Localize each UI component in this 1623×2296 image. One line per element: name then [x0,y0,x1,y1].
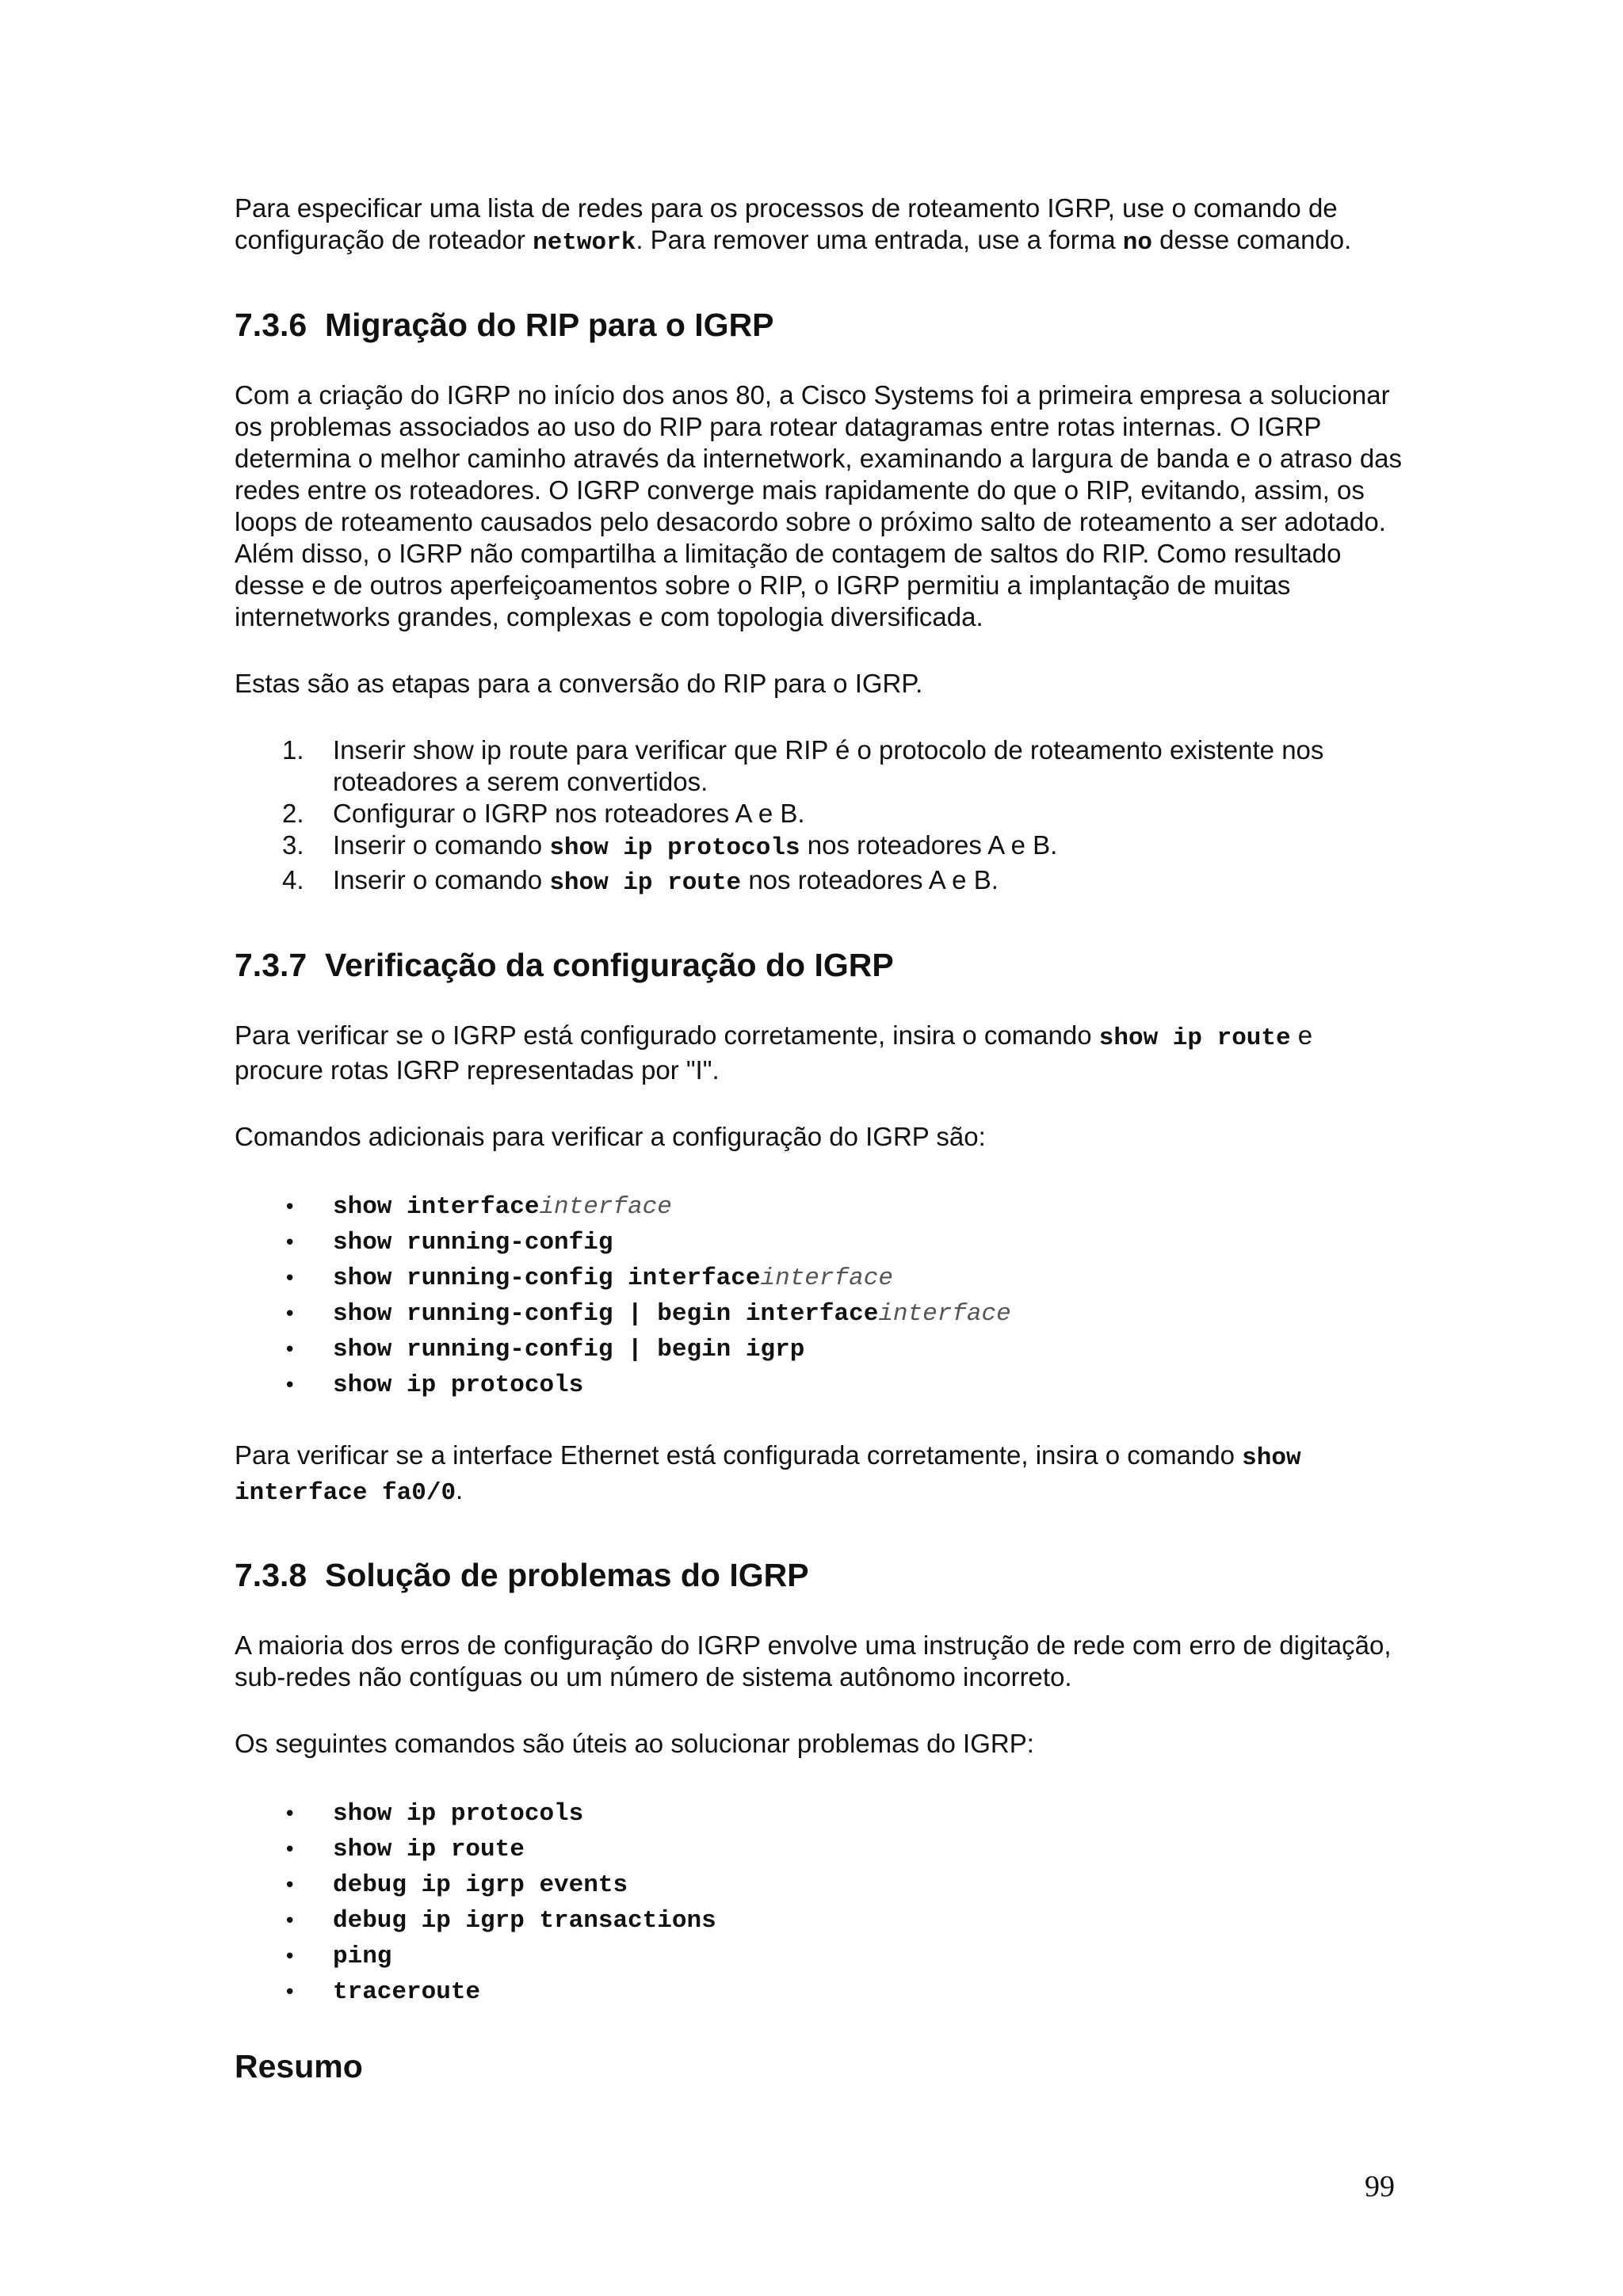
section-number: 7.3.6 [235,307,307,343]
verify-commands-list [235,1191,1407,1405]
intro-text-1: Para especificar uma lista de redes para os processos de roteamento IGRP, use o comando de configuração de roteador [235,193,1338,254]
bullet-icon: • [284,1374,296,1398]
list-item [235,830,1407,864]
command-argument: interface [539,1193,672,1221]
list-item [235,1333,1407,1369]
paragraph-text: e procure rotas IGRP representadas por "I". [235,1020,1313,1085]
intro-paragraph [235,193,1407,259]
list-text: nos roteadores A e B. [741,865,999,894]
bullet-icon: • [284,1267,296,1291]
paragraph-text: Para verificar se o IGRP está configurado corretamente, insira o comando [235,1020,1099,1050]
command-code: show running-config | begin interface [333,1300,879,1328]
list-item [235,734,1407,798]
intro-text-2: . Para remover uma entrada, use a forma [636,225,1123,254]
section-heading-resumo: Resumo [235,2048,363,2084]
command-code: show running-config [333,1229,613,1257]
list-item [235,1833,1407,1869]
list-number: 1. [282,735,304,765]
command-code: show running-config interface [333,1264,761,1292]
bullet-icon: • [284,1981,296,2004]
bullet-icon: • [284,1302,296,1326]
command-code: ping [333,1943,392,1970]
command-code: show ip route [333,1836,525,1863]
inline-code-no: no [1122,229,1152,257]
section-title: Migração do RIP para o IGRP [325,307,774,343]
list-item [235,1869,1407,1905]
command-code: show running-config | begin igrp [333,1336,805,1363]
bullet-icon: • [284,1945,296,1969]
list-item [235,1226,1407,1262]
bullet-icon: • [284,1196,296,1219]
steps-list [235,734,1407,899]
inline-code: show ip protocols [549,834,800,862]
command-code: debug ip igrp transactions [333,1907,716,1935]
page-number: 99 [1365,2170,1395,2203]
list-number: 2. [282,799,304,828]
list-item [235,1976,1407,2012]
troubleshoot-commands-list [235,1798,1407,2012]
intro-text-3: desse comando. [1152,225,1352,254]
bullet-icon: • [284,1838,296,1862]
inline-code: show interface fa0/0 [235,1444,1301,1507]
paragraph-steps-intro: Estas são as etapas para a conversão do RIP para o IGRP. [235,669,923,698]
paragraph-igrp-history: Com a criação do IGRP no início dos anos 80, a Cisco Systems foi a primeira empresa a solucionar os problemas associados ao uso do RIP para rotear datagramas entre rotas internas. O IGRP determina o melhor caminho através da internetwork, examinando a largura de banda e o atraso das redes entre os roteadores. O IGRP converge mais rapidamente do que o RIP, evitando, assim, os loops de roteamento causados pelo desacordo sobre o próximo salto de roteamento a ser adotado. Além disso, o IGRP não compartilha a limitação de contagem de saltos do RIP. Como resultado desse e de outros aperfeiçoamentos sobre o RIP, o IGRP permitiu a implantação de muitas internetworks grandes, complexas e com topologia diversificada. [235,380,1403,631]
command-argument: interface [878,1300,1011,1328]
command-code: debug ip igrp events [333,1871,628,1899]
command-code: traceroute [333,1978,481,2006]
bullet-icon: • [284,1338,296,1362]
section-heading-7-3-7 [235,945,1407,985]
page-content [235,193,1407,2086]
bullet-icon: • [284,1802,296,1826]
list-item [235,1369,1407,1405]
bullet-icon: • [284,1909,296,1933]
paragraph-common-errors: A maioria dos erros de configuração do IGRP envolve uma instrução de rede com erro de digitação, sub-redes não contíguas ou um número de sistema autônomo incorreto. [235,1630,1392,1691]
list-text: nos roteadores A e B. [800,830,1058,860]
list-text: Inserir show ip route para verificar que RIP é o protocolo de roteamento existente nos roteadores a serem convertidos. [333,735,1324,796]
inline-code: show ip route [1098,1024,1291,1052]
list-item [235,1798,1407,1833]
section-heading-7-3-8 [235,1555,1407,1595]
list-item [235,864,1407,899]
paragraph-ethernet-verify [235,1440,1407,1509]
paragraph-troubleshoot-intro: Os seguintes comandos são úteis ao solucionar problemas do IGRP: [235,1729,1034,1758]
list-item [235,798,1407,830]
list-item [235,1298,1407,1333]
section-number: 7.3.8 [235,1557,307,1593]
list-text: Configurar o IGRP nos roteadores A e B. [333,799,805,828]
list-item [235,1905,1407,1940]
section-title: Verificação da configuração do IGRP [325,947,894,983]
bullet-icon: • [284,1874,296,1897]
command-argument: interface [760,1264,893,1292]
paragraph-additional-commands: Comandos adicionais para verificar a configuração do IGRP são: [235,1122,986,1151]
list-number: 4. [282,865,304,894]
inline-code: show ip route [549,869,742,897]
bullet-icon: • [284,1231,296,1255]
inline-code-network: network [533,229,636,257]
command-code: show interface [333,1193,540,1221]
list-text: Inserir o comando [333,865,550,894]
list-item [235,1191,1407,1226]
section-heading-7-3-6 [235,305,1407,345]
list-item [235,1262,1407,1298]
paragraph-verify [235,1020,1407,1086]
list-number: 3. [282,830,304,860]
command-code: show ip protocols [333,1371,584,1399]
paragraph-text: . [456,1475,464,1505]
list-item [235,1940,1407,1976]
command-code: show ip protocols [333,1800,584,1828]
paragraph-text: Para verificar se a interface Ethernet está configurada corretamente, insira o comando [235,1440,1243,1470]
section-title: Solução de problemas do IGRP [325,1557,809,1593]
list-text: Inserir o comando [333,830,550,860]
section-number: 7.3.7 [235,947,307,983]
